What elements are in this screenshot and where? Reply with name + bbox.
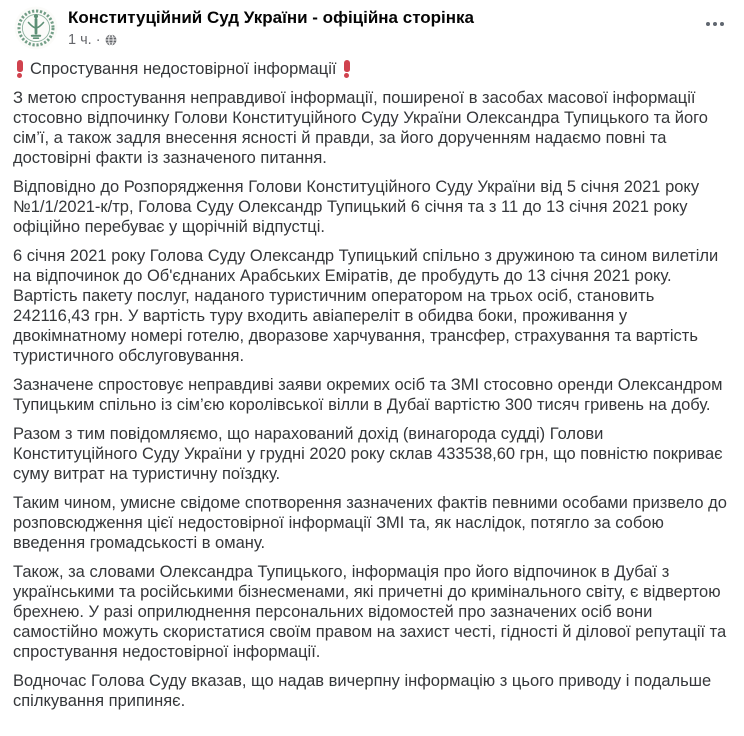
post-paragraph: Також, за словами Олександра Тупицького, інформація про його відпочинок в Дубаї з українськими та російськими бізнесменами, які причетні до кримінального світу, є відвертою брехнею. У разі оприлюднення персональних відомостей про зазначених осіб вони самостійно можуть скористатися своїм правом на захист честі, гідності й ділової репутації та спростування недостовірної інформації.: [13, 563, 727, 661]
post-paragraph: Водночас Голова Суду вказав, що надав вичерпну інформацію з цього приводу і подальше спілкування припиняє.: [13, 672, 712, 710]
post-paragraph: Таким чином, умисне свідоме спотворення зазначених фактів певними особами призвело до розповсюдження цієї недостовірної інформації ЗМІ та, як наслідок, потягло за собою введення громадськості в оману.: [13, 494, 727, 552]
post-meta-row: [68, 31, 474, 49]
more-options-icon: [713, 22, 717, 26]
post-paragraph: З метою спростування неправдивої інформації, поширеної в засобах масової інформації стосовно відпочинку Голови Конституційного Суду України Олександра Тупицького та його сім’ї, а також задля внесення ясності й правди, за його дорученням надаємо повні та достовірні факти із зазначеного питання.: [13, 89, 708, 167]
post-paragraph: 6 січня 2021 року Голова Суду Олександр Тупицький спільно з дружиною та сином вилетіли на відпочинок до Об'єднаних Арабських Еміратів, де пробудуть до 13 січня 2021 року. Вартість пакету послуг, наданого туристичним оператором на трьох осіб, становить 242116,43 грн. У вартість туру входить авіапереліт в обидва боки, проживання у двокімнатному номері готелю, дворазове харчування, трансфер, страхування та вартість туристичного обслуговування.: [13, 247, 719, 365]
headline-text: Спростування недостовірної інформації: [30, 60, 337, 78]
post-header: [0, 0, 744, 50]
post-paragraph: Зазначене спростовує неправдиві заяви окремих осіб та ЗМІ стосовно оренди Олександром Тупицьким спільно із сім’єю королівської вілли в Дубаї вартістю 300 тисяч гривень на добу.: [13, 376, 723, 414]
red-exclamation-icon: [343, 60, 350, 78]
court-emblem-icon: [14, 6, 58, 50]
meta-separator: ·: [95, 32, 101, 48]
timestamp[interactable]: 1 ч.: [68, 32, 92, 48]
post-headline: [13, 59, 728, 79]
post-paragraph: Разом з тим повідомляємо, що нарахований дохід (винагорода судді) Голови Конституційного Суду України у грудні 2020 року склав 433538,60 грн, що повністю покриває суму витрат на туристичну поїздку.: [13, 425, 723, 483]
red-exclamation-icon: [16, 60, 23, 78]
avatar[interactable]: [14, 6, 58, 50]
header-info: [68, 6, 474, 49]
more-options-button[interactable]: [698, 9, 732, 39]
globe-icon: [105, 34, 117, 46]
page-name-link[interactable]: Конституційний Суд України - офіційна сторінка: [68, 8, 475, 27]
more-options-icon: [706, 22, 710, 26]
post-body: [0, 50, 744, 711]
post-paragraph: Відповідно до Розпорядження Голови Конституційного Суду України від 5 січня 2021 року №1/1/2021-к/тр, Голова Суду Олександр Тупицький 6 січня та з 11 до 13 січня 2021 року офіційно перебуває у щорічній відпустці.: [13, 178, 700, 236]
more-options-icon: [720, 22, 724, 26]
